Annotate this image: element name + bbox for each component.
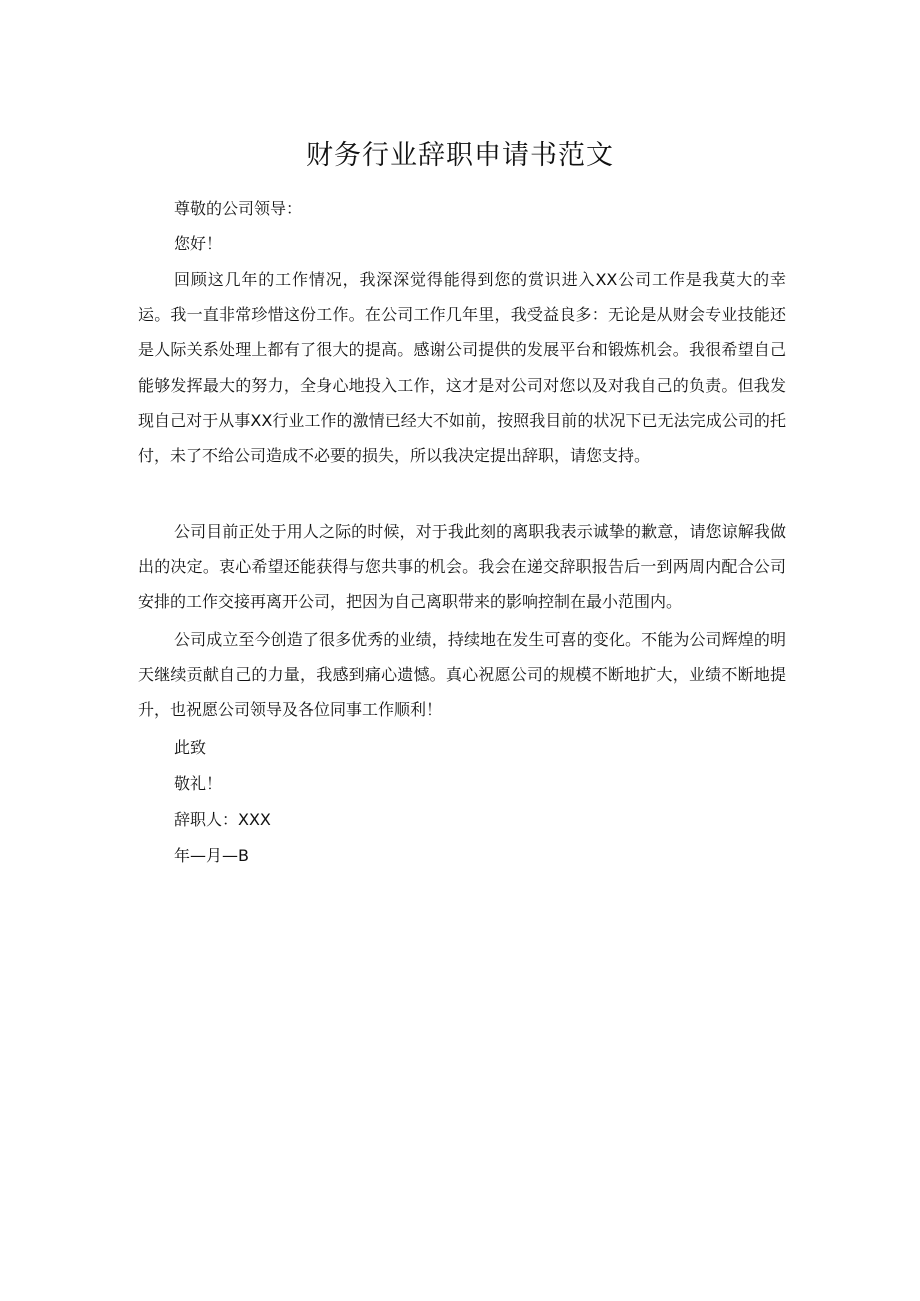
signature: 辞职人：XXX (174, 810, 271, 829)
document-title: 财务行业辞职申请书范文 (306, 140, 614, 171)
paragraph-1: 回顾这几年的工作情况，我深深觉得能得到您的赏识进入XX公司工作是我莫大的幸运。我一直非常珍惜这份工作。在公司工作几年里，我受益良多：无论是从财会专业技能还是人际关系处理上都有了很大的提高。感谢公司提供的发展平台和锻炼机会。我很希望自己能够发挥最大的努力，全身心地投入工作，这才是对公司对您以及对我自己的负责。但我发现自己对于从事XX行业工作的激情已经大不如前，按照我目前的状况下已无法完成公司的托付，未了不给公司造成不必要的损失，所以我决定提出辞职，请您支持。 (138, 270, 786, 466)
greeting: 您好！ (174, 234, 223, 253)
paragraph-2: 公司目前正处于用人之际的时候，对于我此刻的离职我表示诚挚的歉意，请您谅解我做出的决定。衷心希望还能获得与您共事的机会。我会在递交辞职报告后一到两周内配合公司安排的工作交接再离开公司，把因为自己离职带来的影响控制在最小范围内。 (138, 522, 786, 612)
closing-regards: 此致 (174, 738, 207, 757)
paragraph-3: 公司成立至今创造了很多优秀的业绩，持续地在发生可喜的变化。不能为公司辉煌的明天继续贡献自己的力量，我感到痛心遗憾。真心祝愿公司的规模不断地扩大，业绩不断地提升，也祝愿公司领导及各位同事工作顺利！ (138, 630, 786, 720)
date-line: 年—月—B (174, 846, 249, 865)
closing-salute: 敬礼！ (174, 774, 223, 793)
salutation: 尊敬的公司领导： (174, 199, 303, 218)
